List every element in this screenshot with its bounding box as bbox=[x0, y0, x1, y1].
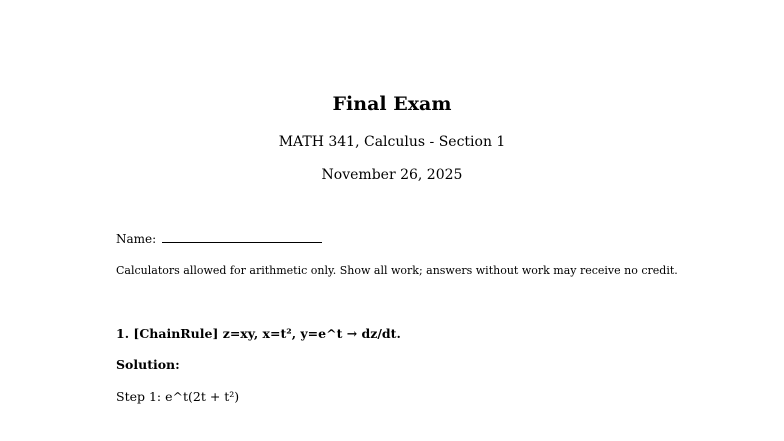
name-blank-line bbox=[162, 230, 322, 243]
name-label: Name: bbox=[116, 232, 157, 246]
exam-title: Final Exam bbox=[332, 93, 452, 115]
course-subtitle: MATH 341, Calculus - Section 1 bbox=[278, 134, 506, 150]
solution-step-1: Step 1: e^t(2t + t²) bbox=[116, 389, 240, 404]
question-1: 1. [ChainRule] z=xy, x=t², y=e^t → dz/dt. bbox=[116, 326, 401, 341]
exam-date: November 26, 2025 bbox=[321, 167, 463, 183]
exam-instructions: Calculators allowed for arithmetic only. Show all work; answers without work may receive no credit. bbox=[116, 264, 678, 277]
solution-label: Solution: bbox=[116, 357, 180, 372]
name-row bbox=[116, 230, 322, 248]
